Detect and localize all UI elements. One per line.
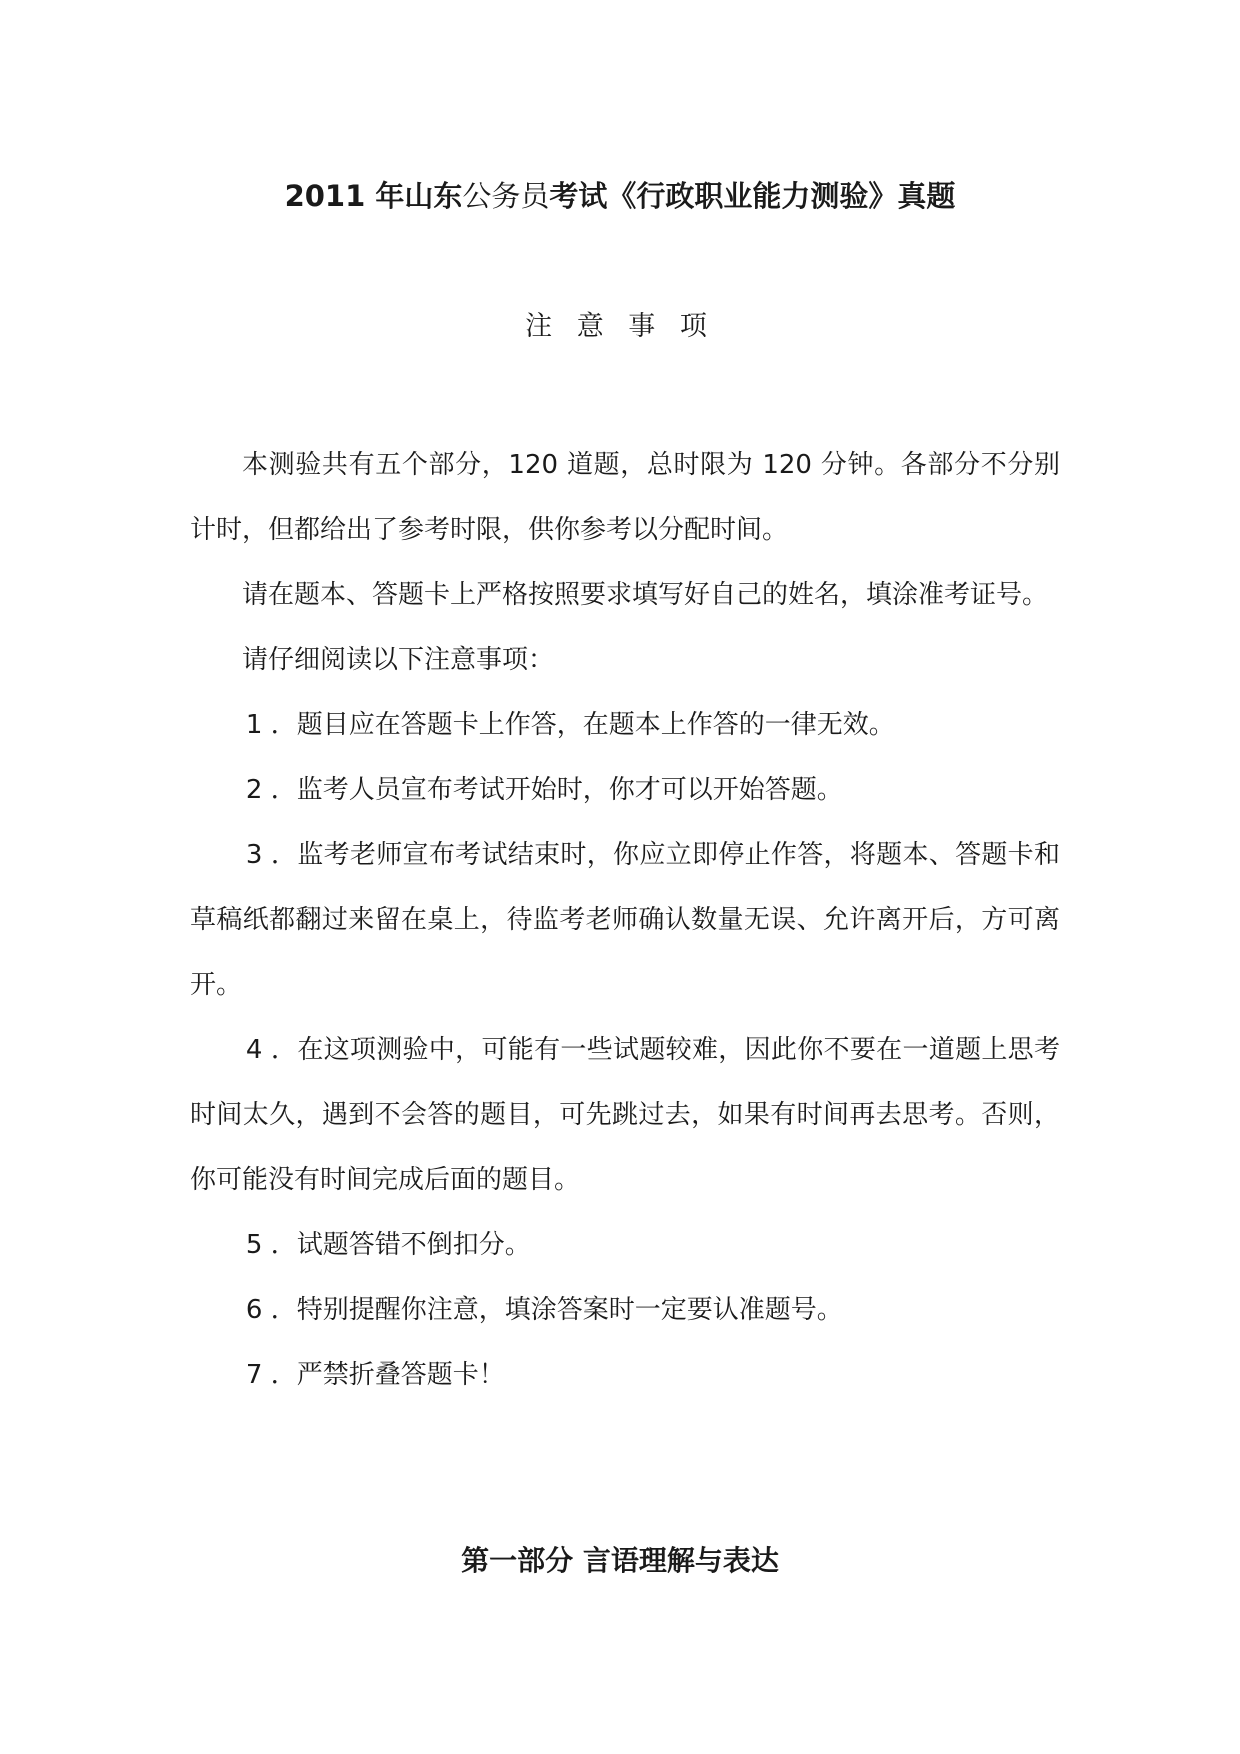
- rule-item-1: 1 ．题目应在答题卡上作答，在题本上作答的一律无效。: [245, 710, 895, 740]
- rule-item-7: 7 ．严禁折叠答题卡！: [245, 1360, 505, 1390]
- intro-paragraph-fill-info: 请在题本、答题卡上严格按照要求填写好自己的姓名，填涂准考证号。: [242, 580, 1049, 610]
- intro-paragraph-read-notice: 请仔细阅读以下注意事项：: [242, 645, 555, 675]
- document-title: [0, 176, 1240, 216]
- rule-item-2: 2 ．监考人员宣布考试开始时，你才可以开始答题。: [245, 775, 843, 805]
- instructions-body: [190, 433, 1060, 1408]
- title-year-province: 2011 年山东: [284, 179, 463, 213]
- rule-item-6: 6 ．特别提醒你注意，填涂答案时一定要认准题号。: [245, 1295, 843, 1325]
- rule-item-5: 5 ．试题答错不倒扣分。: [245, 1230, 531, 1260]
- section-heading: 第一部分 言语理解与表达: [461, 1544, 779, 1577]
- intro-paragraph-time-limit: 本测验共有五个部分，120 道题，总时限为 120 分钟。各部分不分别计时，但都给出了参考时限，供你参考以分配时间。: [190, 450, 1060, 545]
- rule-item-3: 3 ．监考老师宣布考试结束时，你应立即停止作答，将题本、答题卡和草稿纸都翻过来留在桌上，待监考老师确认数量无误、允许离开后，方可离开。: [190, 840, 1060, 1000]
- title-exam-name: 考试《行政职业能力测验》真题: [549, 179, 956, 213]
- rule-item-4: 4 ．在这项测验中，可能有一些试题较难，因此你不要在一道题上思考时间太久，遇到不会答的题目，可先跳过去，如果有时间再去思考。否则，你可能没有时间完成后面的题目。: [190, 1035, 1060, 1195]
- title-civil-servant: 公务员: [462, 179, 550, 213]
- notice-heading: 注 意 事 项: [525, 311, 715, 342]
